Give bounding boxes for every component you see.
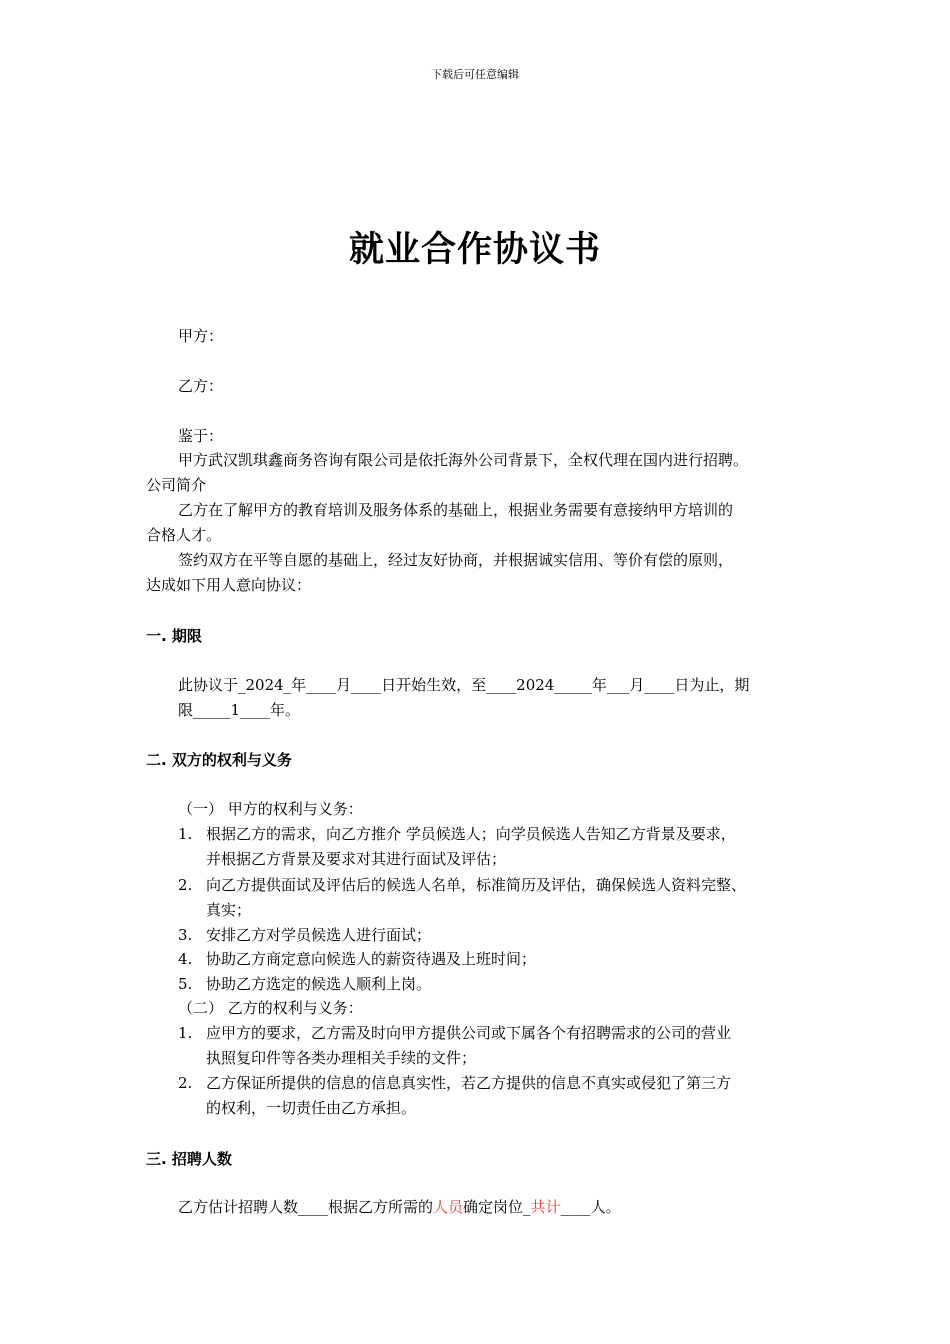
page-header: 下载后可任意编辑	[431, 68, 519, 81]
document-title: 就业合作协议书	[348, 229, 601, 270]
section-3-heading: 三. 招聘人数	[146, 1150, 232, 1168]
intro-p2-line1: 乙方在了解甲方的教育培训及服务体系的基础上，根据业务需要有意接纳甲方培训的	[178, 501, 734, 519]
list-item: 1. 根据乙方的需求，向乙方推介 学员候选人；向学员候选人告知乙方背景及要求，	[178, 825, 736, 843]
intro-p3-line1: 签约双方在平等自愿的基础上，经过友好协商，并根据诚实信用、等价有偿的原则，	[178, 551, 734, 569]
section-1-line2: 限_____1____年。	[178, 701, 301, 719]
highlight-total: 共计	[530, 1198, 561, 1216]
list-item-continuation: 的权利，一切责任由乙方承担。	[206, 1099, 417, 1117]
list-item-continuation: 真实；	[206, 901, 252, 919]
intro-p1-line1: 甲方武汉凯琪鑫商务咨询有限公司是依托海外公司背景下，全权代理在国内进行招聘。	[178, 451, 749, 469]
list-item: 1. 应甲方的要求，乙方需及时向甲方提供公司或下属各个有招聘需求的公司的营业	[178, 1024, 732, 1042]
section-2-sub-a: （一） 甲方的权利与义务：	[178, 800, 363, 818]
intro-p3-line2: 达成如下用人意向协议：	[146, 576, 312, 594]
list-item: 5. 协助乙方选定的候选人顺利上岗。	[178, 975, 432, 993]
list-item-continuation: 执照复印件等各类办理相关手续的文件；	[206, 1049, 477, 1067]
party-a-label: 甲方：	[178, 327, 224, 345]
section-2-sub-b: （二） 乙方的权利与义务：	[178, 999, 363, 1017]
list-item: 2. 向乙方提供面试及评估后的候选人名单，标准简历及评估，确保候选人资料完整、	[178, 876, 747, 894]
section-1-heading: 一. 期限	[146, 627, 202, 645]
list-item: 3. 安排乙方对学员候选人进行面试；	[178, 926, 432, 944]
section-3-text: 乙方估计招聘人数____根据乙方所需的人员确定岗位_共计____人。	[178, 1198, 621, 1216]
highlight-personnel: 人员	[433, 1198, 464, 1216]
intro-p1-line2: 公司简介	[146, 476, 207, 494]
party-b-label: 乙方：	[178, 377, 224, 395]
list-item: 4. 协助乙方商定意向候选人的薪资待遇及上班时间；	[178, 950, 537, 968]
whereas-label: 鉴于：	[178, 427, 224, 445]
list-item-continuation: 并根据乙方背景及要求对其进行面试及评估；	[206, 850, 507, 868]
intro-p2-line2: 合格人才。	[146, 526, 222, 544]
list-item: 2. 乙方保证所提供的信息的信息真实性，若乙方提供的信息不真实或侵犯了第三方	[178, 1074, 732, 1092]
section-2-heading: 二. 双方的权利与义务	[146, 751, 292, 769]
section-1-line1: 此协议于_2024_年____月____日开始生效，至____2024_____年___月____日为止，期	[178, 676, 750, 694]
